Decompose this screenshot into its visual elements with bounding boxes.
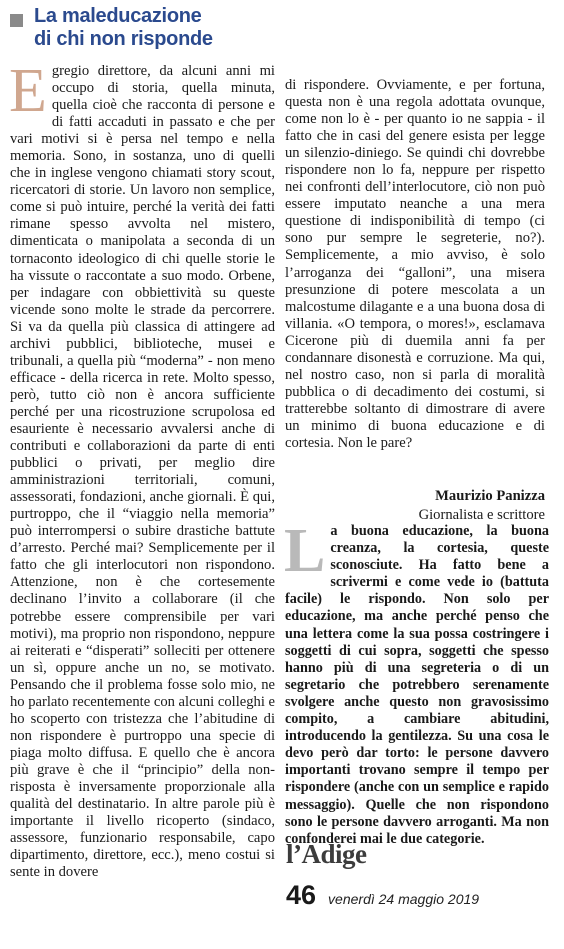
section-marker-square [10, 14, 23, 27]
page-footer [286, 880, 479, 911]
reply-body: a buona educazione, la buona creanza, la cortesia, queste sconosciute. Ha fatto bene a scrivermi e come vede io (battuta facile) le rispondo. Non solo per educazione, ma anche perché penso che una lettera come la sua possa costringere i soggetti di cui sopra, soggetti che spesso hanno più di una segreteria o di un segretario che potrebbero serenamente svolgere anche questo non gravosissimo compito, a cambiare abitudini, introducendo la gentilezza. Su una cosa le devo però dar torto: le persone davvero importanti trovano sempre il tempo per rispondere (anche con un semplice e rapido messaggio). Quelle che non rispondono sono le persone davvero arroganti. Ma non confonderei mai le due categorie. [285, 523, 549, 847]
title-line-2: di chi non risponde [34, 28, 213, 50]
newspaper-logo: l’Adige [286, 839, 367, 869]
letter-column-right [285, 77, 545, 452]
author-name: Maurizio Panizza [435, 488, 545, 504]
article-title [6, 5, 306, 51]
title-line-1: La maleducazione [34, 5, 202, 27]
reply-dropcap: L [284, 517, 326, 585]
page-number: 46 [286, 880, 317, 910]
letter-body-right: di rispondere. Ovviamente, e per fortuna, questa non è una regola adottata ovunque, come non lo è - per quanto io ne sappia - il fatto che in casi del genere esista per legge un silenzio-diniego. Se quindi chi dovrebbe rispondere non lo fa, neppure per rispetto nei confronti dell’interlocutore, ciò non può essere imputato neanche a una mera questione di indisponibilità di tempo (ci sono pur sempre le segreterie, no?). Semplicemente, a mio avviso, è solo l’arroganza dei “galloni”, una misera presunzione di potere mescolata a un malcostume dilagante e a una buona dosa di villania. «O tempora, o mores!», esclamava Cicerone più di duemila anni fa per condannare disonestà e corruzione. Ma qui, nel nostro caso, non si parla di moralità pubblica o di decadimento dei costumi, si tratterebbe soltanto di dimostrare di avere un minimo di buona educazione e di cortesia. Non le pare? [285, 77, 545, 451]
publication-date: venerdì 24 maggio 2019 [328, 891, 480, 907]
author-role: Giornalista e scrittore [418, 507, 545, 523]
editor-reply [284, 517, 549, 848]
letter-dropcap: E [9, 57, 47, 125]
article-header [6, 5, 306, 51]
letter-column-left [9, 57, 275, 881]
letter-body-left: gregio direttore, da alcuni anni mi occupo di storia, quella minuta, quella cioè che racconta di persone e di fatti accaduti in passato e che per vari motivi si è persa nel tempo e nella memoria. Sono, in sostanza, uno di quelli che in inglese vengono chiamati story scout, ricercatori di storie. Un lavoro non semplice, come si può intuire, perché la verità dei fatti rimane spesso avvolta nel mistero, dimenticata o manipolata a seconda di un tornaconto ideologico di chi quelle storie le ha vissute o raccontate a suo modo. Orbene, per indagare con obbiettività su queste vicende sono molte le strade da percorrere. Si va da quella più classica di attingere ad archivi pubblici, biblioteche, musei e tribunali, a quella più “moderna” - non meno efficace - della ricerca in rete. Molto spesso, però, tutto ciò non è ancora sufficiente perché per una ricostruzione scrupolosa ed esauriente è necessario avvalersi anche di contributi e collaborazioni da parte di enti pubblici o privati, per meglio dire amministrazioni territoriali, comuni, assessorati, fondazioni, anche giornali. È qui, purtroppo, che il “viaggio nella memoria” può interrompersi o subire drastiche battute d’arresto. Perché mai? Semplicemente per il fatto che gli interlocutori non rispondono. Attenzione, non è che cortesemente declinano l’invito a collaborare (il che potrebbe essere comprensibile per vari motivi), ma proprio non rispondono, neppure ai reiterati e “disperati” solleciti per ottenere un sì, oppure anche un no, se motivato. Pensando che il problema fosse solo mio, ne ho parlato recentemente con alcuni colleghi e ho scoperto con tristezza che l’abitudine di non rispondere è purtroppo una specie di piaga molto diffusa. E quello che è ancora più grave è che il “principio” della non-risposta è inversamente proporzionale alla qualità del destinatario. In altre parole più è importante il livello ricoperto (sindaco, assessore, funzionario responsabile, capo dipartimento, direttore, ecc.), meno costui si sente in dovere [10, 63, 275, 881]
